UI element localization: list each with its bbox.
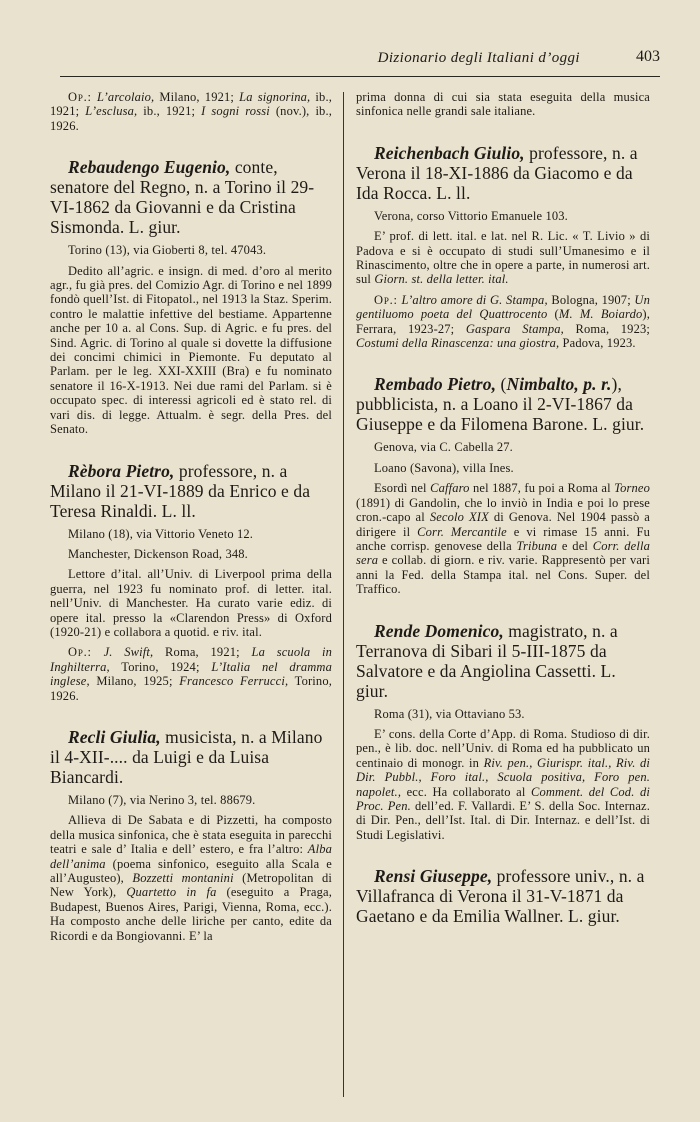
entry-address [356,707,650,721]
text-run: Genova, via C. Cabella 27. [374,440,513,455]
italic-text: Costumi della Rinascenza: una giostra, [356,336,560,351]
text-run: Esordì nel [374,481,431,496]
text-run: Padova, 1923. [559,336,636,351]
text-run: Torino, 1926. [50,674,332,703]
entry-biography [356,727,650,842]
text-run: e del [557,538,593,553]
text-run: Milano, 1925; [89,674,180,689]
entry-name: Rèbora Pietro, [68,460,175,481]
text-run: Torino, 1924; [109,659,212,674]
column-divider [343,92,344,1097]
text-run: E’ prof. di lett. ital. e lat. nel R. Lic. « T. Livio » di Padova e si è occupato di studi sull’Umanesimo e il Rinascimento, oltre che in opere a parte, in numerosi art. sul [356,229,650,287]
text-run: Milano (18), via Vittorio Veneto 12. [68,526,254,541]
italic-text: Comment. del Cod. di Proc. Pen. [356,784,650,813]
entry-biography [50,567,332,639]
entry-name: Rembado Pietro, [374,374,497,395]
entry-works [356,293,650,351]
works-label: Op.: [68,645,92,660]
italic-text: Riv. pen., Giurispr. ital., Riv. di Dir. Pubbl., Foro ital., Scuola positiva, Foro pen. napolet., [356,755,650,799]
text-run: Allieva di De Sabata e di Pizzetti, ha composto della musica sinfonica, che è stata eseguita in parecchi teatri e sale d’ Italia e dell’ estero, e fra l’altro: [50,813,332,857]
entry-header [356,866,650,926]
italic-text: M. M. Boiardo [558,307,643,322]
italic-text: Un gentiluomo poeta del Quattrocento [356,292,650,322]
text-run: ecc. Ha collaborato al [401,784,531,799]
text-run: professore, n. a Milano il 21-VI-1889 da Enrico e da Teresa Rinaldi. L. ll. [50,460,311,521]
text-run: e vi rimase 15 anni. Fu anche corrisp. genovese della [356,524,650,553]
text-run: (eseguito a Praga, Budapest, Buenos Aires, Parigi, Vienna, Roma, ecc.). Ha composto anche delle liriche per canto, edite da Ricordi e da Bongiovanni. E’ la [50,885,332,943]
text-run: ), Ferrara, 1923-27; [356,307,650,336]
text-run: ib., 1921; [137,104,202,119]
text-run: (1891) di Gandolin, che lo inviò in India e poi lo prese cron.-capo al [356,495,650,525]
text-run: di Genova. Nel 1904 passò a dirigere il [356,510,650,539]
entry-address [356,461,650,475]
works-label: Op.: [68,90,92,104]
entry-name: Rensi Giuseppe, [374,866,493,887]
italic-text: Gaspara Stampa, [465,321,564,336]
entry-name: Reichenbach Giulio, [374,142,525,163]
entry-biography [356,481,650,596]
text-run [92,645,104,659]
italic-text: Giorn. st. della letter. ital. [374,272,509,287]
entry-biography [356,229,650,287]
text-run: (Metropolitan di New York), [50,871,333,900]
italic-text: Caffaro [430,481,470,496]
text-run: E’ cons. della Corte d’App. di Roma. Studioso di dir. pen., è lib. doc. nell’Univ. di Roma ed ha pubblicato un centinaio di monogr. in [356,726,650,770]
text-run: Roma (31), via Ottaviano 53. [374,706,525,721]
entry-header [356,374,650,434]
text-run: ), pubblicista, n. a Loano il 2-VI-1867 da Giuseppe e da Filomena Barone. L. giur. [356,374,645,435]
italic-text: Alba dell’anima [50,842,332,871]
text-run: Manchester, Dickenson Road, 348. [68,546,248,561]
text-run: ib., 1921; [50,90,332,119]
entry-biography [50,264,332,437]
entry-header [356,621,650,701]
text-run: Roma, 1923; [563,321,650,336]
entry-address [50,547,332,561]
text-run: Dedito all’agric. e insign. di med. d’oro al merito agr., fu già pres. del Comizio Agr. di Torino e nel 1899 fondò quell’Ist. di Fitopatol., nel 1913 la Staz. Sperim. contro le malattie infettive del bestiame. Appartenne anche per 10 a. al Cons. Sup. di Agric. e fu pres. del Sind. Agric. di Torino al quale si dovette la diffusione dei concimi chimici in Piemonte. Fu deputato al Parlam. per le leg. XXI-XXIII (Bra) e fu nominato senatore il 16-X-1913. Nei due rami del Parlam. si è occupato spec. di interessi agricoli ed è stato rel. di vari dis. di legge. Attualm. è segr. della Pres. del Senato. [50,263,332,437]
italic-text: L’esclusa, [85,104,138,119]
text-run: prima donna di cui sia stata eseguita della musica sinfonica nelle grandi sale italiane. [356,90,650,119]
entry-address [50,243,332,257]
italic-text: Torneo [614,481,650,496]
text-run: conte, senatore del Regno, n. a Torino il 29-VI-1862 da Giovanni e da Cristina Sismonda. L. giur. [50,157,315,238]
italic-text: Tribuna [516,538,558,553]
italic-text: L’altro amore di G. Stampa, [401,292,548,307]
text-run: Roma, 1921; [153,645,252,660]
text-run: Milano (7), via Nerino 3, tel. 88679. [68,792,256,807]
entry-biography [50,813,332,943]
italic-text: Corr. della sera [356,538,651,568]
entry-name: Recli Giulia, [68,726,161,747]
text-run: magistrato, n. a Terranova di Sibari il 5-III-1875 da Salvatore e da Angiolina Cassetti. L. giur. [356,620,618,701]
text-run: e collab. di giorn. e riv. varie. Rappresentò per vari anni la Fed. della Stampa ital. nel Cons. Super. del Traffico. [356,553,650,597]
entry-header [50,157,332,237]
text-run: musicista, n. a Milano il 4-XII-.... da Luigi e da Luisa Biancardi. [50,726,323,787]
italic-text: Bozzetti montanini [132,871,234,885]
text-run: (poema sinfonico, eseguito alla Scala e all’Augusteo), [50,856,332,885]
entry-address [50,793,332,807]
entry-works [50,90,332,133]
italic-text: La signorina, [239,90,311,104]
right-column [356,90,650,926]
entry-name: Nimbalto, p. r. [506,374,612,395]
running-head [60,46,660,76]
text-run: ( [496,374,507,395]
italic-text: L’Italia nel dramma inglese, [50,659,332,689]
entry-name: Rebaudengo Eugenio, [68,157,231,178]
text-run: Lettore d’ital. all’Univ. di Liverpool prima della guerra, nel 1923 fu nominato prof. di letter. ital. nell’Univ. di Manchester. Ha curato varie ediz. di opere ital. presso la «Clarendon Press» di Oxford (1920-21) e collabora a quotid. e riv. ital. [50,567,332,639]
italic-text: Quartetto in fa [126,885,217,900]
text-run: dell’ed. F. Vallardi. E’ S. della Soc. Internaz. di Dir. Pen., dell’Ist. Ital. di Dir. Internaz. e dell’Ist. di Studi Legislativi. [356,798,650,842]
text-run: nel 1887, fu poi a Roma al [469,481,615,496]
left-column [50,90,332,943]
text-run: ( [547,307,559,322]
text-run: Bologna, 1907; [547,292,635,307]
text-run: Verona, corso Vittorio Emanuele 103. [374,208,568,223]
entry-address [356,209,650,223]
text-run: professore, n. a Verona il 18-XI-1886 da Giacomo e da Ida Rocca. L. ll. [356,142,638,203]
italic-text: Secolo XIX [429,510,489,525]
text-run: Loano (Savona), villa Ines. [374,460,514,475]
italic-text: J. Swift, [103,645,154,660]
italic-text: Corr. Mercantile [417,524,507,539]
italic-text: La scuola in Inghilterra, [50,645,333,674]
entry-address [50,527,332,541]
entry-header [50,727,332,787]
page-number: 403 [636,48,660,65]
entry-works [50,645,332,703]
italic-text: L’arcolaio, [96,90,155,104]
text-run: Milano, 1921; [154,90,240,104]
italic-text: Francesco Ferrucci, [179,674,289,689]
text-run: (nov.), ib., 1926. [50,104,333,133]
text-run: Torino (13), via Gioberti 8, tel. 47043. [68,243,267,258]
entry-name: Rende Domenico, [374,620,504,641]
entry-header [356,143,650,203]
running-title: Dizionario degli Italiani d’oggi [377,50,580,66]
entry-address [356,440,650,454]
works-label: Op.: [374,292,398,307]
entry-header [50,461,332,521]
text-run: professore univ., n. a Villafranca di Verona il 31-V-1871 da Gaetano e da Emilia Wallner. L. giur. [356,866,645,927]
entry-biography-continued [356,90,650,119]
header-rule [60,76,660,77]
italic-text: I sogni rossi [201,104,270,119]
